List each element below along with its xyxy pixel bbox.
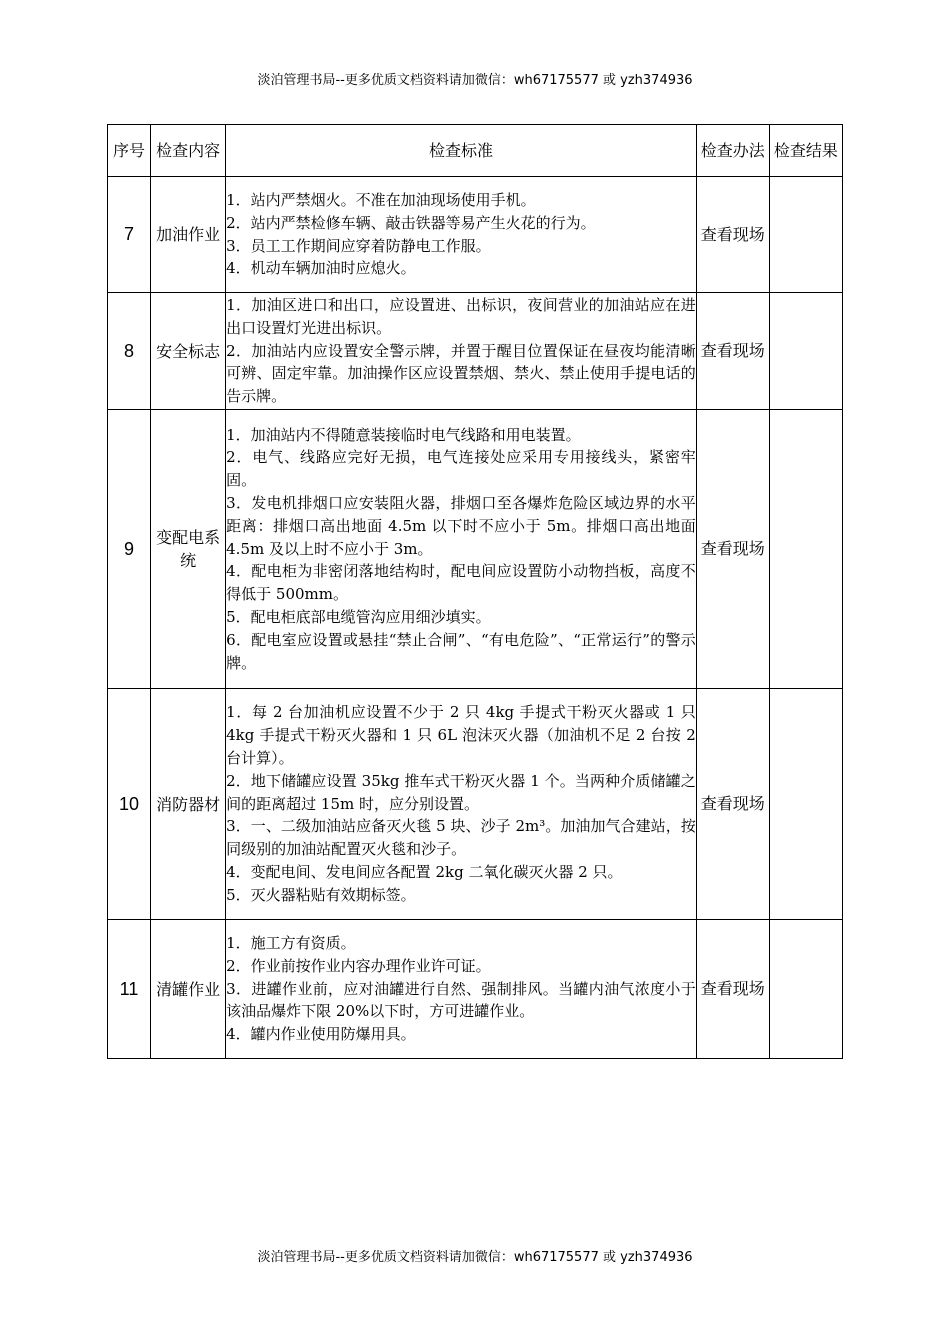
standard-line: 1．加油站内不得随意装接临时电气线路和用电装置。 [226,425,581,444]
standard-line: 2．站内严禁检修车辆、敲击铁器等易产生火花的行为。 [226,213,596,232]
page-footer-note: 淡泊管理书局--更多优质文档资料请加微信：wh67175577 或 yzh374936 [257,1250,693,1265]
header-no: 序号 [108,125,151,177]
row-item: 消防器材 [151,689,226,920]
row-standard [226,689,697,920]
row-standard [226,410,697,689]
row-no: 7 [108,177,151,293]
row-method: 查看现场 [696,177,769,293]
row-result [769,689,842,920]
header-method: 检查办法 [696,125,769,177]
standard-line: 1．加油区进口和出口，应设置进、出标识，夜间营业的加油站应在进出口设置灯光进出标识。 [226,296,696,337]
row-method: 查看现场 [696,920,769,1059]
standard-line: 3．员工工作期间应穿着防静电工作服。 [226,236,491,255]
header-item: 检查内容 [151,125,226,177]
row-result [769,293,842,410]
row-method: 查看现场 [696,293,769,410]
table-row [108,293,843,410]
standard-line: 1．站内严禁烟火。不准在加油现场使用手机。 [226,190,536,209]
standard-line: 2．作业前按作业内容办理作业许可证。 [226,956,491,975]
standard-line: 6．配电室应设置或悬挂“禁止合闸”、“有电危险”、“正常运行”的警示牌。 [226,630,696,672]
standard-line: 4．配电柜为非密闭落地结构时，配电间应设置防小动物挡板，高度不得低于 500mm。 [226,562,696,604]
row-standard [226,293,697,410]
inspection-table [107,124,843,1059]
row-method: 查看现场 [696,689,769,920]
row-method: 查看现场 [696,410,769,689]
table-row [108,920,843,1059]
standard-line: 4．罐内作业使用防爆用具。 [226,1025,416,1044]
table-header-row [108,125,843,177]
row-item: 安全标志 [151,293,226,410]
standard-line: 1．施工方有资质。 [226,934,356,952]
row-no: 8 [108,293,151,410]
standard-line: 2．电气、线路应完好无损，电气连接处应采用专用接线头，紧密牢固。 [226,448,696,490]
row-result [769,410,842,689]
row-no: 11 [108,920,151,1059]
standard-line: 5．灭火器粘贴有效期标签。 [226,885,416,904]
standard-line: 2．加油站内应设置安全警示牌，并置于醒目位置保证在昼夜均能清晰可辨、固定牢靠。加油操作区应设置禁烟、禁火、禁止使用手提电话的告示牌。 [226,341,696,406]
standard-line: 5．配电柜底部电缆管沟应用细沙填实。 [226,607,491,626]
standard-line: 2．地下储罐应设置 35kg 推车式干粉灭火器 1 个。当两种介质储罐之间的距离超过 15m 时，应分别设置。 [226,771,696,813]
row-no: 9 [108,410,151,689]
row-item: 清罐作业 [151,920,226,1059]
table-row [108,410,843,689]
row-result [769,177,842,293]
row-item: 加油作业 [151,177,226,293]
standard-line: 1．每 2 台加油机应设置不少于 2 只 4kg 手提式干粉灭火器或 1 只 4kg 手提式干粉灭火器和 1 只 6L 泡沫灭火器（加油机不足 2 台按 2 台计算）。 [226,703,696,767]
standard-line: 3．一、二级加油站应备灭火毯 5 块、沙子 2m³。加油加气合建站，按同级别的加油站配置灭火毯和沙子。 [226,817,696,859]
header-result: 检查结果 [769,125,842,177]
row-standard [226,177,697,293]
row-no: 10 [108,689,151,920]
page-header-note: 淡泊管理书局--更多优质文档资料请加微信：wh67175577 或 yzh374936 [257,73,693,88]
row-standard [226,920,697,1059]
standard-line: 3．进罐作业前，应对油罐进行自然、强制排风。当罐内油气浓度小于该油品爆炸下限 20%以下时，方可进罐作业。 [226,979,696,1021]
row-result [769,920,842,1059]
standard-line: 4．机动车辆加油时应熄火。 [226,259,416,278]
table-row [108,177,843,293]
row-item: 变配电系统 [151,410,226,689]
standard-line: 4．变配电间、发电间应各配置 2kg 二氧化碳灭火器 2 只。 [226,862,623,881]
standard-line: 3．发电机排烟口应安装阻火器，排烟口至各爆炸危险区域边界的水平距离：排烟口高出地面 4.5m 以下时不应小于 5m。排烟口高出地面 4.5m 及以上时不应小于 3m。 [226,494,696,558]
table-row [108,689,843,920]
header-standard: 检查标准 [226,125,697,177]
